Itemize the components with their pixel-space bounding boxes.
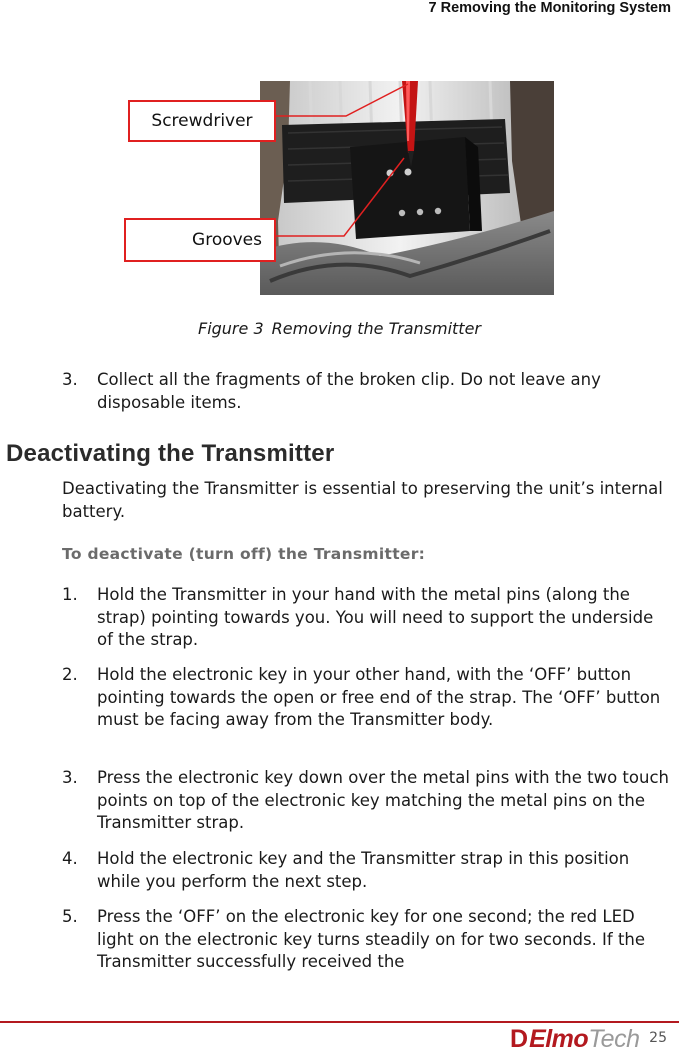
list-item — [62, 584, 674, 652]
transmitter-photo — [260, 81, 554, 295]
callout-grooves: Grooves — [124, 218, 276, 262]
step-text: Hold the electronic key and the Transmitter strap in this position while you perform the next step. — [97, 849, 630, 891]
list-item — [62, 767, 674, 835]
logo-mark: D — [510, 1024, 529, 1053]
list-item — [62, 848, 674, 893]
step-text: Press the ‘OFF’ on the electronic key for one second; the red LED light on the electronic key turns steadily on for two seconds. If the Transmitter successfully received the — [97, 907, 646, 971]
logo-elmo: Elmo — [529, 1024, 589, 1053]
running-header: 7 Removing the Monitoring System — [428, 0, 671, 16]
list-item — [62, 906, 674, 974]
elmotech-logo — [510, 1026, 639, 1052]
step-text: Hold the Transmitter in your hand with the metal pins (along the strap) pointing towards you. You will need to support the underside of the strap. — [97, 585, 654, 649]
section-intro: Deactivating the Transmitter is essential to preserving the unit’s internal battery. — [62, 479, 663, 521]
list-item — [62, 369, 674, 414]
step-number: 3. — [62, 370, 78, 389]
step-number: 3. — [62, 768, 78, 787]
procedure-title: To deactivate (turn off) the Transmitter: — [62, 545, 426, 563]
step-text: Press the electronic key down over the metal pins with the two touch points on top of the electronic key matching the metal pins on the Transmitter strap. — [97, 768, 669, 832]
list-item — [62, 664, 674, 732]
page-number: 25 — [649, 1030, 667, 1046]
step-number: 2. — [62, 665, 78, 684]
figure-caption — [0, 319, 679, 338]
step-text: Hold the electronic key in your other hand, with the ‘OFF’ button pointing towards the open or free end of the strap. The ‘OFF’ button must be facing away from the Transmitter body. — [97, 665, 661, 729]
callout-screwdriver: Screwdriver — [128, 100, 276, 142]
step-number: 1. — [62, 585, 78, 604]
step-number: 5. — [62, 907, 78, 926]
figure-number: Figure 3 — [197, 319, 264, 338]
footer-divider — [0, 1021, 679, 1023]
figure-title: Removing the Transmitter — [271, 319, 481, 338]
section-heading: Deactivating the Transmitter — [6, 440, 335, 467]
logo-tech: Tech — [588, 1024, 640, 1053]
step-number: 4. — [62, 849, 78, 868]
step-text: Collect all the fragments of the broken clip. Do not leave any disposable items. — [97, 370, 601, 412]
